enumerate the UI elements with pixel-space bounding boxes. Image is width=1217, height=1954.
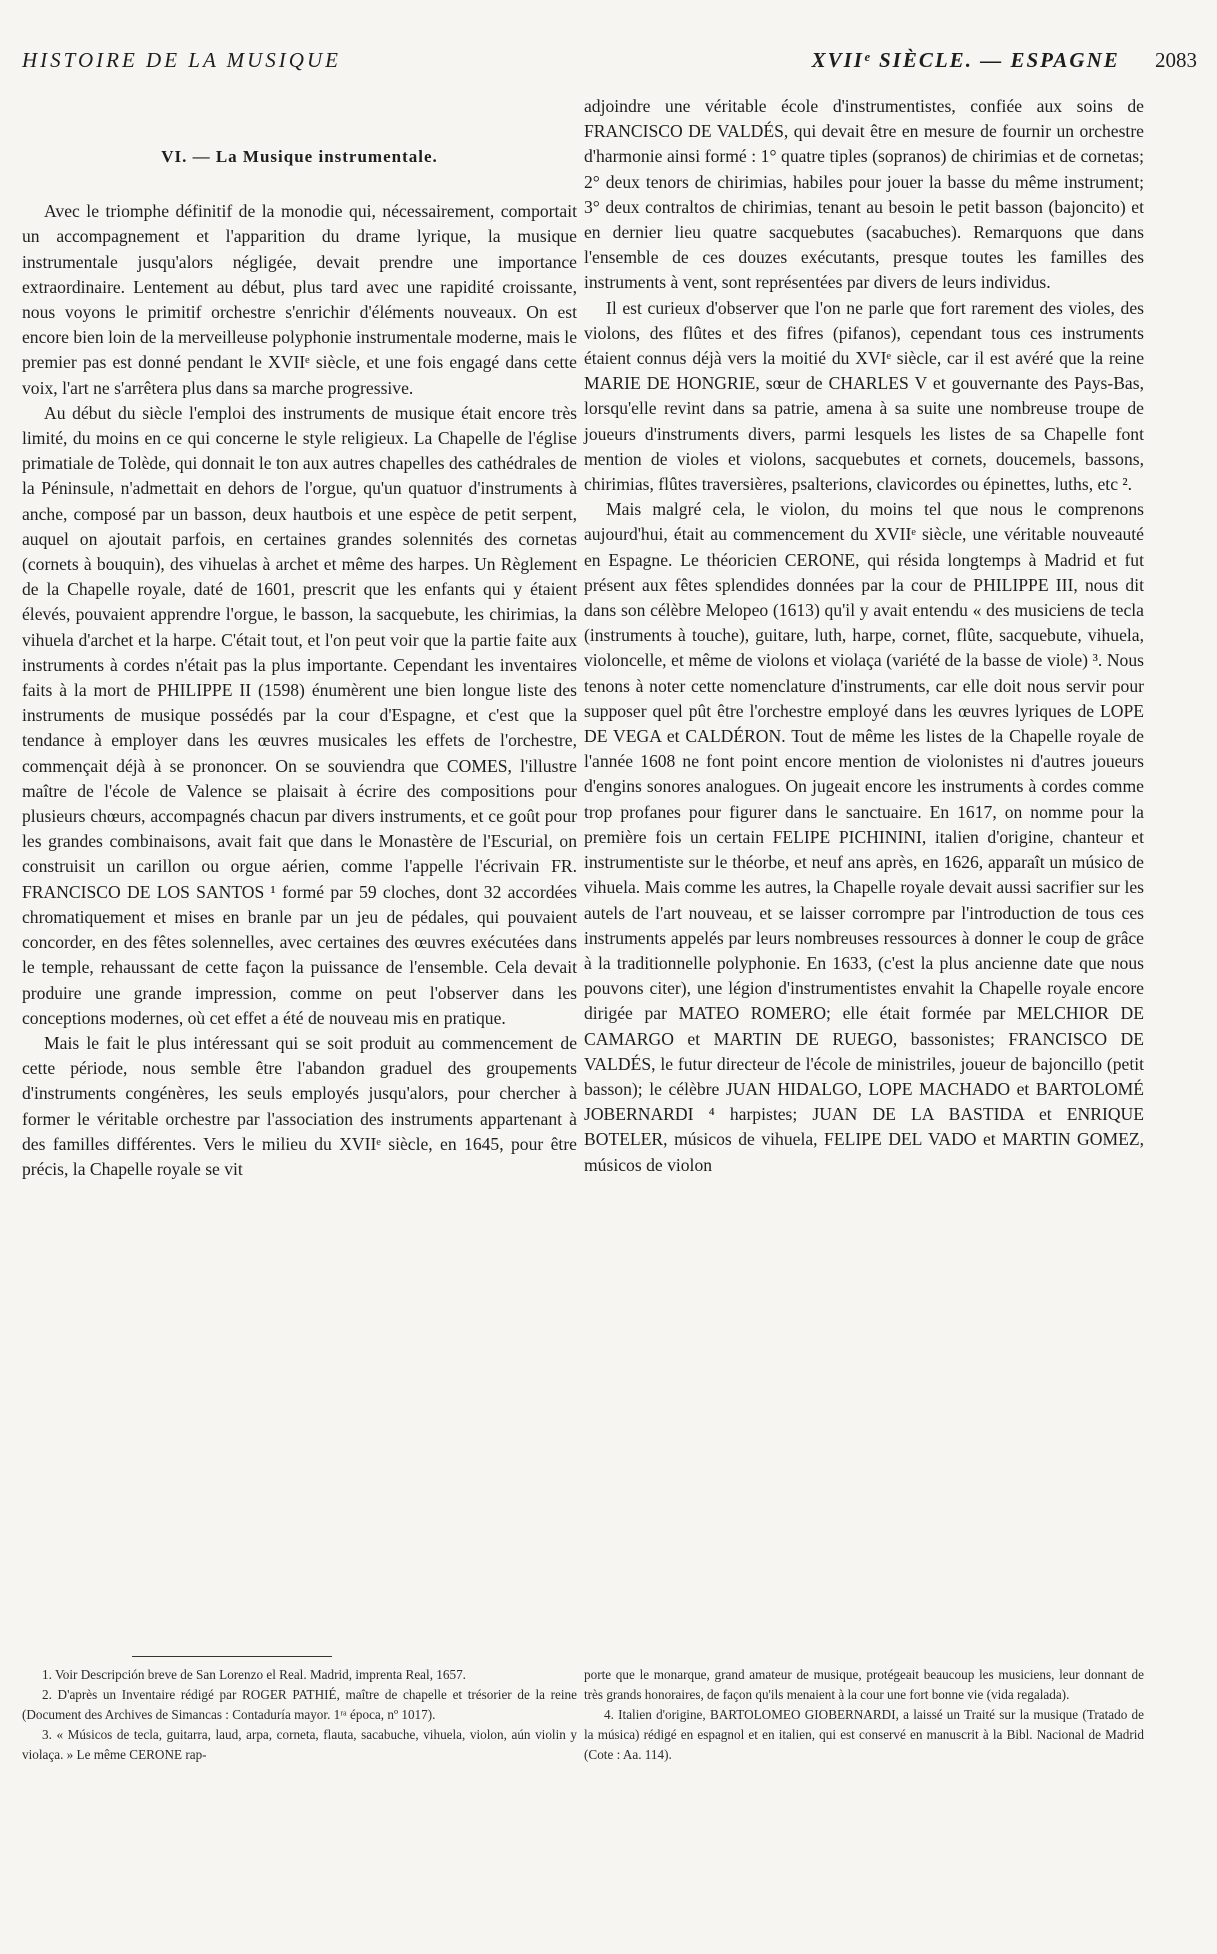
footnotes-right — [584, 1665, 1144, 1765]
right-column — [584, 94, 1144, 1178]
paragraph: Avec le triomphe définitif de la monodie qui, nécessairement, comportait un accompagnement et l'apparition du drame lyrique, la musique instrumentale jusqu'alors négligée, devait prendre une importance extraordinaire. Lentement au début, plus tard avec une rapidité croissante, nous voyons le primitif orchestre s'enrichir d'éléments nouveaux. On est encore bien loin de la merveilleuse polyphonie instrumentale moderne, mais le premier pas est donné pendant le XVIIᵉ siècle, et une fois engagé dans cette voix, l'art ne s'arrêtera plus dans sa marche progressive. — [22, 201, 577, 398]
paragraph: Au début du siècle l'emploi des instruments de musique était encore très limité, du moins en ce qui concerne le style religieux. La Chapelle de l'église primatiale de Tolède, qui donnait le ton aux autres chapelles des cathédrales de la Péninsule, n'admettait en dehors de l'orgue, qu'un quatuor d'instruments à anche, composé par un basson, deux hautbois et une espèce de petit serpent, auquel on ajoutait parfois, en certaines grandes solennités des cornetas (cornets à bouquin), des vihuelas à archet et même des harpes. Un Règlement de la Chapelle royale, daté de 1601, prescrit que les enfants qui y étaient élevés, pouvaient apprendre l'orgue, le basson, la sacquebute, les chirimias, la vihuela d'archet et la harpe. C'était tout, et l'on peut voir que la partie faite aux instruments à cordes n'était pas la plus importante. Cependant les inventaires faits à la mort de PHILIPPE II (1598) énumèrent une bien longue liste des instruments de musique possédés par la cour d'Espagne, et c'est que la tendance à employer dans les œuvres musicales les effets de l'orchestre, commençait déjà à se prononcer. On se souviendra que COMES, l'illustre maître de l'école de Valence se plaisait à écrire des compositions pour plusieurs chœurs, accompagnés chacun par divers instruments, et ce goût pour les grandes combinaisons, avait fait que dans le Monastère de l'Escurial, on construisit un carillon ou orgue aérien, comme l'appelle l'écrivain FR. FRANCISCO DE LOS SANTOS ¹ formé par 59 cloches, dont 32 accordées chromatiquement et mises en branle par un jeu de pédales, qui pouvaient concorder, en des fêtes solennelles, avec certaines des œuvres exécutées dans le temple, rehaussant de cette façon la puissance de l'ensemble. Cela devait produire une grande impression, comme on peut l'observer dans les conceptions modernes, où cet effet a été de nouveau mis en pratique. — [22, 402, 577, 1028]
footnotes-left — [22, 1665, 577, 1765]
footnote: 1. Voir Descripción breve de San Lorenzo el Real. Madrid, imprenta Real, 1657. — [42, 1667, 466, 1682]
page-number: 2083 — [1155, 48, 1197, 72]
paragraph: Mais le fait le plus intéressant qui se soit produit au commencement de cette période, nous semble être l'abandon graduel des groupements d'instruments congénères, les seuls employés jusqu'alors, pour chercher à former le véritable orchestre par l'association des instruments appartenant à des familles différentes. Vers le milieu du XVIIᵉ siècle, en 1645, pour être précis, la Chapelle royale se vit — [22, 1032, 577, 1179]
section-title: VI. — La Musique instrumentale. — [161, 147, 438, 166]
footnote-divider — [132, 1656, 332, 1657]
footnote: 2. D'après un Inventaire rédigé par ROGER PATHIÉ, maître de chapelle et trésorier de la reine (Document des Archives de Simancas : Contaduría mayor. 1ʳᵃ época, nº 1017). — [22, 1687, 577, 1722]
footnote: porte que le monarque, grand amateur de musique, protégeait beaucoup les musiciens, leur donnant de très grands honoraires, de façon qu'ils menaient à la cour une fort bonne vie (vida regalada). — [584, 1667, 1144, 1702]
left-column — [22, 96, 577, 1182]
header-section: XVIIᵉ SIÈCLE. — ESPAGNE — [811, 48, 1120, 72]
footnote: 3. « Músicos de tecla, guitarra, laud, arpa, corneta, flauta, sacabuche, vihuela, violon, aún violin y violaça. » Le même CERONE rap- — [22, 1727, 577, 1762]
book-page — [22, 0, 1197, 1954]
paragraph: Il est curieux d'observer que l'on ne parle que fort rarement des violes, des violons, des flûtes et des fifres (pifanos), cependant tous ces instruments étaient connus déjà vers la moitié du XVIᵉ siècle, car il est avéré que la reine MARIE DE HONGRIE, sœur de CHARLES V et gouvernante des Pays-Bas, lorsqu'elle revint dans sa patrie, amena à sa suite une nombreuse troupe de joueurs d'instruments divers, parmi lesquels les listes de sa Chapelle font mention de violes et violons, sacquebutes et cornets, doucemels, bassons, chirimias, flûtes traversières, psalterions, clavicordes ou épinettes, luths, etc ². — [584, 297, 1144, 495]
footnote: 4. Italien d'origine, BARTOLOMEO GIOBERNARDI, a laissé un Traité sur la musique (Tratado de la música) rédigé en espagnol et en italien, qui est conservé en manuscrit à la Bibl. Nacional de Madrid (Cote : Aa. 114). — [584, 1707, 1144, 1762]
paragraph: Mais malgré cela, le violon, du moins tel que nous le comprenons aujourd'hui, était au commencement du XVIIᵉ siècle, une véritable nouveauté en Espagne. Le théoricien CERONE, qui résida longtemps à Madrid et fut présent aux fêtes splendides données par la cour de PHILIPPE III, nous dit dans son célèbre Melopeo (1613) qu'il y avait entendu « des musiciens de tecla (instruments à touche), guitare, luth, harpe, cornet, flûte, sacquebute, vihuela, violoncelle, et même de violons et violaça (variété de la basse de viole) ³. Nous tenons à noter cette nomenclature d'instruments, car elle doit nous servir pour supposer quel pût être l'orchestre employé dans les œuvres lyriques de LOPE DE VEGA et CALDÉRON. Tout de même les listes de la Chapelle royale de l'année 1608 ne font point encore mention de violonistes ni d'autres joueurs d'engins sonores analogues. On jugeait encore les instruments à cordes comme trop profanes pour figurer dans le sanctuaire. En 1617, on nomme pour la première fois un certain FELIPE PICHININI, italien d'origine, chanteur et instrumentiste sur le théorbe, et neuf ans après, en 1626, apparaît un músico de vihuela. Mais comme les autres, la Chapelle royale devait aussi sacrifier sur les autels de l'art nouveau, et se laisser corrompre par l'introduction de tous ces instruments appelés par leurs nombreuses ressources à donner le coup de grâce à la traditionnelle polyphonie. En 1633, (c'est la plus ancienne date que nous pouvons citer), une légion d'instrumentistes envahit la Chapelle royale encore dirigée par MATEO ROMERO; elle était formée par MELCHIOR DE CAMARGO et MARTIN DE RUEGO, bassonistes; FRANCISCO DE VALDÉS, le futur directeur de l'école de ministriles, joueur de bajoncillo (petit basson); le célèbre JUAN HIDALGO, LOPE MACHADO et BARTOLOMÉ JOBERNARDI ⁴ harpistes; JUAN DE LA BASTIDA et ENRIQUE BOTELER, músicos de vihuela, FELIPE DEL VADO et MARTIN GOMEZ, músicos de violon — [584, 499, 1144, 1175]
header-right — [812, 48, 1197, 73]
running-header — [22, 48, 1197, 78]
header-book-title: HISTOIRE DE LA MUSIQUE — [22, 48, 341, 72]
paragraph: adjoindre une véritable école d'instrumentistes, confiée aux soins de FRANCISCO DE VALDÉS, qui devait être en mesure de fournir un orchestre d'harmonie ainsi formé : 1° quatre tiples (sopranos) de chirimias et de cornetas; 2° deux tenors de chirimias, habiles pour jouer la basse du même instrument; 3° deux contraltos de chirimias, tenant au besoin le petit basson (bajoncito) et en dernier lieu quatre sacquebutes (sacabuches). Remarquons que dans l'ensemble de ces douzes exécutants, presque toutes les familles des instruments à vent, sont représentées par divers de leurs individus. — [584, 96, 1144, 293]
